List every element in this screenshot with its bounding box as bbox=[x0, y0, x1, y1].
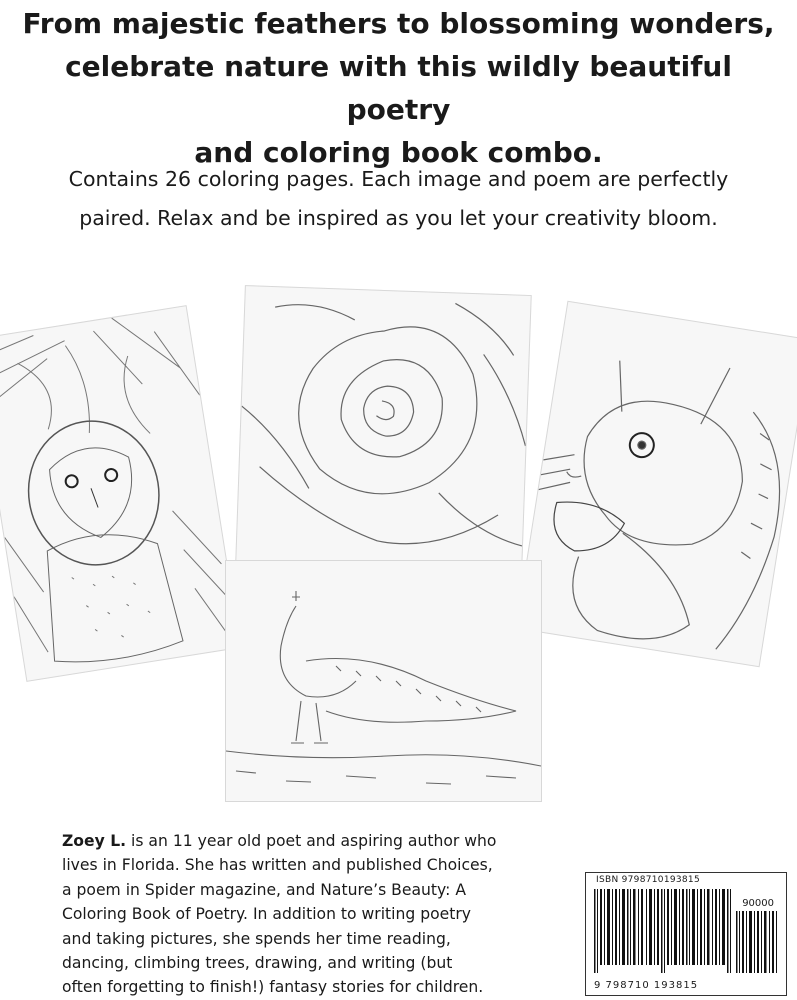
squirrel-illustration bbox=[516, 301, 797, 668]
headline bbox=[20, 2, 777, 174]
owl-illustration bbox=[0, 305, 241, 682]
description bbox=[20, 160, 777, 238]
price-code: 90000 bbox=[742, 898, 774, 909]
bio-line-4: Coloring Book of Poetry. In addition to writing poetry bbox=[62, 905, 471, 924]
price-barcode-bars bbox=[736, 911, 778, 973]
bio-line-5: and taking pictures, she spends her time reading, bbox=[62, 929, 451, 948]
isbn-barcode bbox=[585, 872, 787, 996]
headline-line-1: From majestic feathers to blossoming wonders, bbox=[22, 7, 775, 40]
bio-line-6: dancing, climbing trees, drawing, and writing (but bbox=[62, 954, 453, 973]
owl-sketch-image bbox=[0, 306, 240, 680]
bio-line-1 bbox=[62, 829, 562, 853]
isbn-label: ISBN 9798710193815 bbox=[596, 875, 700, 885]
author-name: Zoey L. bbox=[62, 832, 127, 850]
headline-line-2: celebrate nature with this wildly beautiful poetry bbox=[65, 50, 732, 126]
author-bio bbox=[62, 829, 562, 1000]
bio-line-7: often forgetting to finish!) fantasy stories for children. bbox=[62, 978, 484, 997]
peacock-illustration bbox=[225, 560, 542, 802]
bio-line-2: lives in Florida. She has written and published Choices, bbox=[62, 856, 493, 875]
barcode-bars bbox=[594, 889, 732, 973]
headline-line-3: and coloring book combo. bbox=[194, 136, 603, 169]
peacock-sketch-image bbox=[226, 561, 541, 801]
rose-sketch-image bbox=[236, 286, 530, 571]
description-line-2: paired. Relax and be inspired as you let your creativity bloom. bbox=[79, 206, 718, 230]
description-line-1: Contains 26 coloring pages. Each image and poem are perfectly bbox=[68, 167, 729, 191]
squirrel-sketch-image bbox=[517, 302, 797, 666]
rose-illustration bbox=[235, 285, 531, 572]
bio-line-1-rest: is an 11 year old poet and aspiring author who bbox=[126, 832, 497, 850]
bio-line-3: a poem in Spider magazine, and Nature’s Beauty: A bbox=[62, 880, 466, 899]
barcode-number: 9 798710 193815 bbox=[594, 980, 699, 991]
